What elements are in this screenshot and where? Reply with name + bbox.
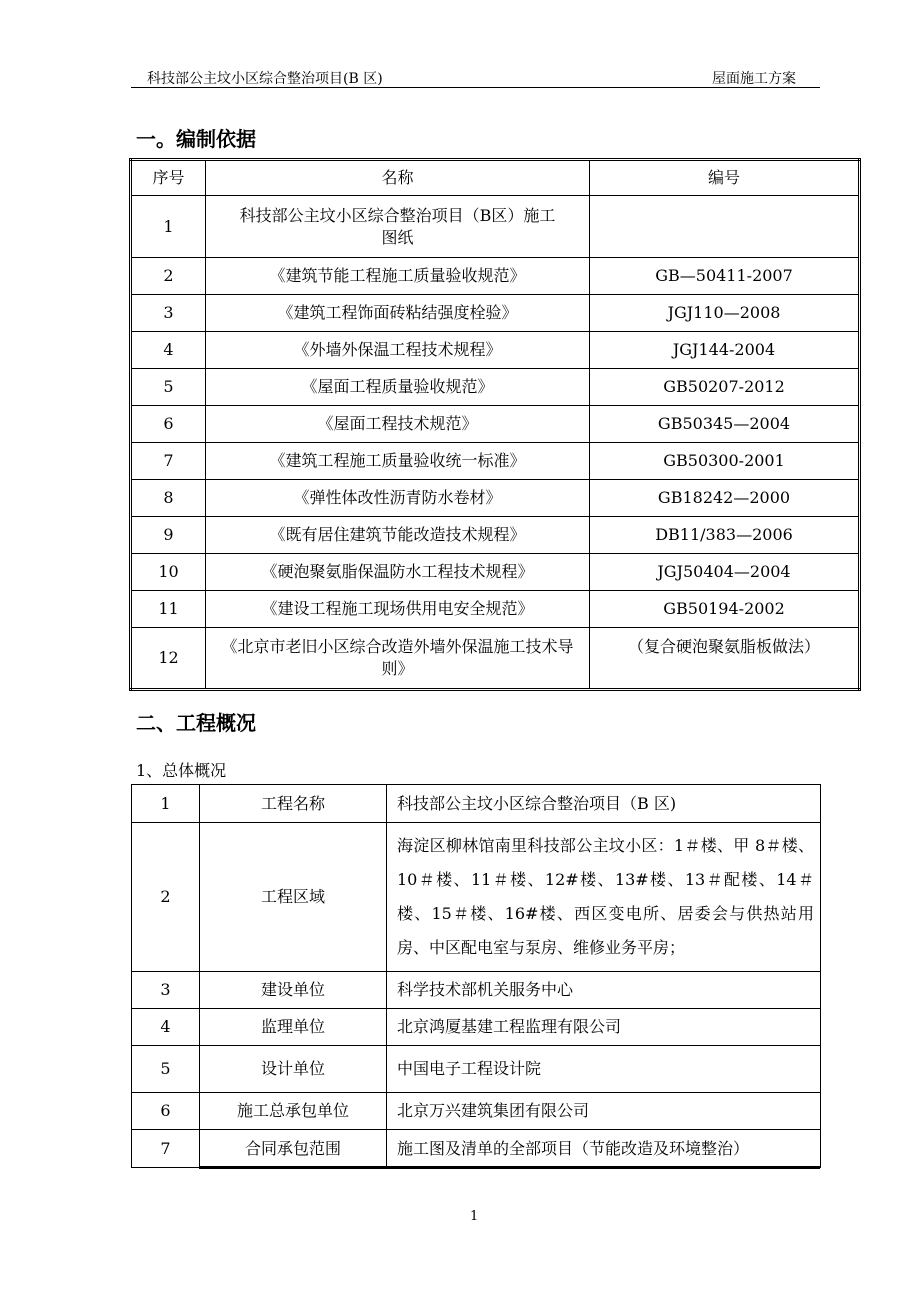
row-code: DB11/383—2006 <box>590 517 860 554</box>
row-no: 3 <box>131 295 206 332</box>
section1-title: 一。编制依据 <box>136 127 256 151</box>
row-code: GB18242—2000 <box>590 480 860 517</box>
row-no: 1 <box>131 196 206 258</box>
row-no: 4 <box>132 1009 200 1046</box>
row-name: 《建设工程施工现场供用电安全规范》 <box>206 591 590 628</box>
table-row <box>132 1046 821 1093</box>
row-value: 北京鸿厦基建工程监理有限公司 <box>387 1009 821 1046</box>
row-code: JGJ110—2008 <box>590 295 860 332</box>
row-no: 2 <box>131 258 206 295</box>
table-row <box>131 258 860 295</box>
row-code: GB50345—2004 <box>590 406 860 443</box>
overview-table <box>131 784 821 1168</box>
table-row <box>131 369 860 406</box>
table-row <box>132 785 821 823</box>
table-row <box>131 480 860 517</box>
row-code: GB50207-2012 <box>590 369 860 406</box>
row-no: 12 <box>131 628 206 690</box>
table-row <box>131 295 860 332</box>
col-header-no: 序号 <box>131 160 206 196</box>
row-code <box>590 196 860 258</box>
row-code: （复合硬泡聚氨脂板做法） <box>590 628 860 690</box>
col-header-code: 编号 <box>590 160 860 196</box>
table-row <box>132 972 821 1009</box>
row-value: 科学技术部机关服务中心 <box>387 972 821 1009</box>
table-header-row <box>131 160 860 196</box>
row-name: 《建筑工程施工质量验收统一标准》 <box>206 443 590 480</box>
row-no: 3 <box>132 972 200 1009</box>
section2-subtitle: 1、总体概况 <box>136 761 227 780</box>
table-row <box>131 406 860 443</box>
row-name: 《屋面工程质量验收规范》 <box>206 369 590 406</box>
col-header-name: 名称 <box>206 160 590 196</box>
row-name: 《弹性体改性沥青防水卷材》 <box>206 480 590 517</box>
row-label: 设计单位 <box>200 1046 387 1093</box>
header-divider <box>131 87 820 88</box>
row-code: JGJ144-2004 <box>590 332 860 369</box>
row-value: 中国电子工程设计院 <box>387 1046 821 1093</box>
row-no: 5 <box>131 369 206 406</box>
row-value: 科技部公主坟小区综合整治项目（B 区) <box>387 785 821 823</box>
table-row <box>132 1093 821 1130</box>
table-row <box>131 196 860 258</box>
table-row <box>132 1130 821 1168</box>
row-name: 《北京市老旧小区综合改造外墙外保温施工技术导则》 <box>206 628 590 690</box>
row-code: JGJ50404—2004 <box>590 554 860 591</box>
row-label: 合同承包范围 <box>200 1130 387 1168</box>
row-name: 科技部公主坟小区综合整治项目（B区）施工图纸 <box>206 196 590 258</box>
row-no: 4 <box>131 332 206 369</box>
page-number: 1 <box>470 1209 479 1224</box>
row-no: 9 <box>131 517 206 554</box>
row-label: 工程区域 <box>200 823 387 972</box>
row-value: 海淀区柳林馆南里科技部公主坟小区：1＃楼、甲 8＃楼、10＃楼、11＃楼、12#楼、13#楼、13＃配楼、14＃楼、15＃楼、16#楼、西区变电所、居委会与供热站用房、中区配电室与泵房、维修业务平房； <box>387 823 821 972</box>
row-name: 《外墙外保温工程技术规程》 <box>206 332 590 369</box>
row-no: 6 <box>131 406 206 443</box>
row-code: GB—50411-2007 <box>590 258 860 295</box>
header-project-name: 科技部公主坟小区综合整治项目(B 区) <box>147 71 383 87</box>
table-row <box>131 443 860 480</box>
table-bottom-rule <box>199 1166 820 1169</box>
row-no: 2 <box>132 823 200 972</box>
row-label: 施工总承包单位 <box>200 1093 387 1130</box>
row-label: 监理单位 <box>200 1009 387 1046</box>
row-no: 1 <box>132 785 200 823</box>
table-row <box>132 1009 821 1046</box>
row-value: 施工图及清单的全部项目（节能改造及环境整治） <box>387 1130 821 1168</box>
table-row <box>131 332 860 369</box>
row-label: 工程名称 <box>200 785 387 823</box>
section2-title: 二、工程概况 <box>136 711 256 735</box>
row-code: GB50194-2002 <box>590 591 860 628</box>
row-value: 北京万兴建筑集团有限公司 <box>387 1093 821 1130</box>
table-row <box>131 517 860 554</box>
row-name: 《既有居住建筑节能改造技术规程》 <box>206 517 590 554</box>
row-label: 建设单位 <box>200 972 387 1009</box>
row-no: 7 <box>132 1130 200 1168</box>
row-name: 《建筑工程饰面砖粘结强度栓验》 <box>206 295 590 332</box>
row-name: 《建筑节能工程施工质量验收规范》 <box>206 258 590 295</box>
table-row <box>131 554 860 591</box>
table-row <box>131 628 860 690</box>
row-name: 《屋面工程技术规范》 <box>206 406 590 443</box>
row-no: 11 <box>131 591 206 628</box>
basis-table <box>129 158 861 691</box>
row-no: 5 <box>132 1046 200 1093</box>
row-name: 《硬泡聚氨脂保温防水工程技术规程》 <box>206 554 590 591</box>
row-no: 7 <box>131 443 206 480</box>
row-code: GB50300-2001 <box>590 443 860 480</box>
row-no: 8 <box>131 480 206 517</box>
table-row <box>132 823 821 972</box>
row-no: 6 <box>132 1093 200 1130</box>
row-no: 10 <box>131 554 206 591</box>
header-doc-title: 屋面施工方案 <box>712 71 796 87</box>
table-row <box>131 591 860 628</box>
